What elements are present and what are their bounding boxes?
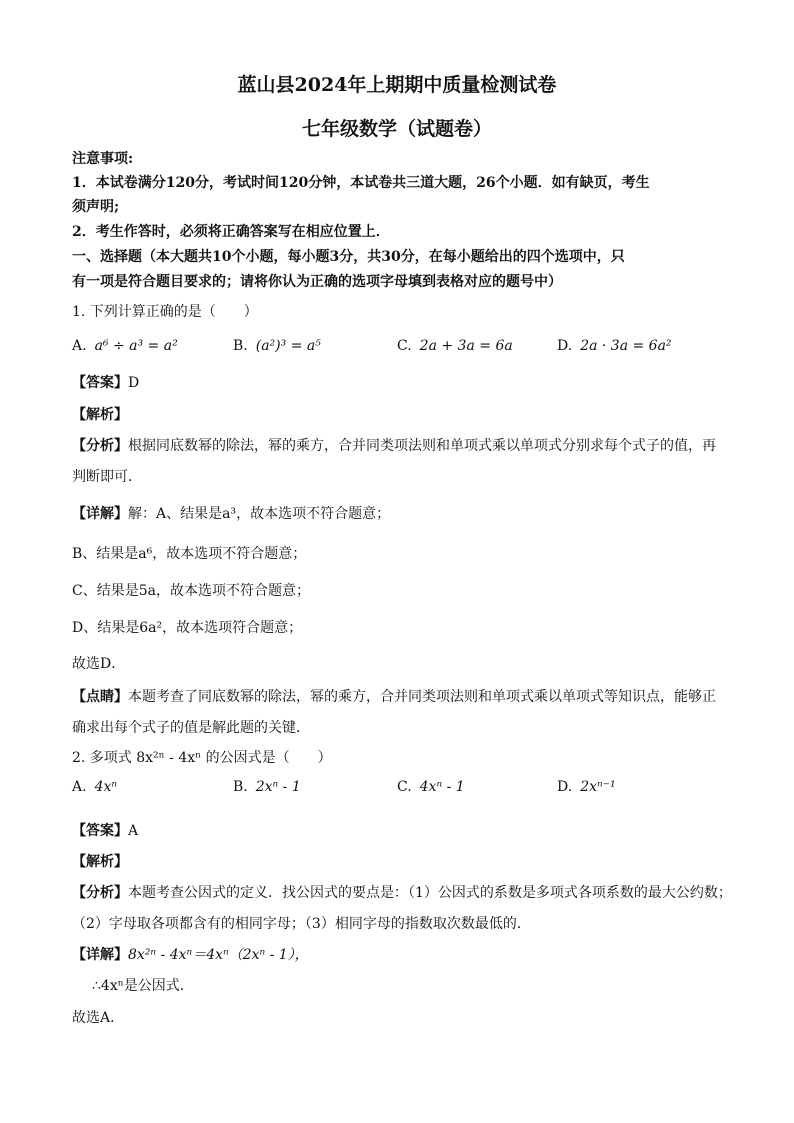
q1-option-d-label: D. (557, 338, 573, 354)
q2-option-c-label: C. (397, 779, 412, 795)
q1-answer-tag: 【答案】 (72, 375, 128, 391)
q1-detail-a (72, 503, 390, 523)
q1-dianjing (72, 686, 716, 706)
q2-option-c-expr: 4xⁿ - 1 (419, 779, 465, 795)
q1-dianjing-cont: 确求出每个式子的值是解此题的关键． (72, 720, 310, 736)
q1-option-b (233, 338, 321, 354)
q1-answer (72, 372, 139, 392)
q1-option-b-expr: (a²)³ = a⁵ (255, 338, 321, 354)
q2-option-d-label: D. (557, 779, 573, 795)
q1-fenxi-text: 根据同底数幂的除法，幂的乘方，合并同类项法则和单项式乘以单项式分别求每个式子的值，再 (128, 438, 716, 454)
notice-item-2: 2．考生作答时，必须将正确答案写在相应位置上． (72, 224, 390, 240)
q1-dianjing-tag: 【点睛】 (72, 689, 128, 705)
q1-fenxi (72, 435, 716, 455)
q1-conclusion: 故选D． (72, 656, 126, 672)
page-title: 蓝山县2024年上期期中质量检测试卷 (237, 74, 557, 96)
q2-fenxi-tag: 【分析】 (72, 885, 128, 901)
q2-analysis-tag: 【解析】 (72, 854, 128, 870)
q2-option-a-label: A. (72, 779, 87, 795)
section-heading: 一、选择题（本大题共10个小题，每小题3分，共30分，在每小题给出的四个选项中，只 (72, 249, 625, 265)
q1-answer-value: D (128, 375, 140, 391)
q1-detail-c: C、结果是5a，故本选项不符合题意； (72, 583, 310, 599)
q1-fenxi-tag: 【分析】 (72, 438, 128, 454)
q1-dianjing-text: 本题考查了同底数幂的除法，幂的乘方，合并同类项法则和单项式乘以单项式等知识点，能够正 (128, 689, 716, 705)
q1-option-d-expr: 2a · 3a = 6a² (580, 338, 672, 354)
q1-fenxi-cont: 判断即可． (72, 469, 142, 485)
q1-analysis-tag: 【解析】 (72, 407, 128, 423)
q2-option-c (397, 779, 465, 795)
q2-answer-tag: 【答案】 (72, 823, 128, 839)
q2-detail (72, 944, 309, 964)
q1-option-d (557, 338, 672, 354)
notice-item-1-cont: 须声明; (72, 199, 120, 215)
q1-option-c-expr: 2a + 3a = 6a (419, 338, 513, 354)
q2-detail-text: 8x²ⁿ - 4xⁿ＝4xⁿ（2xⁿ - 1）， (128, 947, 309, 963)
q2-option-d (557, 779, 616, 795)
section-heading-cont: 有一项是符合题目要求的；请将你认为正确的选项字母填到表格对应的题号中） (72, 274, 562, 290)
q1-option-c-label: C. (397, 338, 412, 354)
q1-detail-d: D、结果是6a²，故本选项符合题意； (72, 620, 303, 636)
q2-answer (72, 820, 138, 840)
q1-detail-b: B、结果是a⁶，故本选项不符合题意； (72, 546, 307, 562)
q2-option-b-label: B. (233, 779, 248, 795)
q1-option-c (397, 338, 513, 354)
q2-fenxi-text: 本题考查公因式的定义．找公因式的要点是：（1）公因式的系数是多项式各项系数的最大公约数； (128, 885, 732, 901)
q2-option-b (233, 779, 301, 795)
q2-detail-cont: ∴4xⁿ是公因式． (92, 978, 194, 994)
q2-answer-value: A (128, 823, 139, 839)
page-subtitle: 七年级数学（试题卷） (301, 118, 492, 140)
q2-option-a-expr: 4xⁿ (94, 779, 118, 795)
q2-fenxi-cont: （2）字母取各项都含有的相同字母；（3）相同字母的指数取次数最低的． (72, 916, 531, 932)
q1-option-b-label: B. (233, 338, 248, 354)
q1-option-a (72, 338, 178, 354)
q1-detail-a-text: 解：A、结果是a³，故本选项不符合题意； (128, 506, 391, 522)
q1-detail-tag: 【详解】 (72, 506, 128, 522)
q2-stem: 2. 多项式 8x²ⁿ - 4xⁿ 的公因式是（ ） (72, 750, 332, 766)
q1-stem: 1. 下列计算正确的是（ ） (72, 304, 258, 320)
q2-detail-tag: 【详解】 (72, 947, 128, 963)
q2-conclusion: 故选A． (72, 1010, 125, 1026)
q2-option-a (72, 779, 117, 795)
q2-option-b-expr: 2xⁿ - 1 (255, 779, 301, 795)
q1-option-a-label: A. (72, 338, 87, 354)
notice-item-1: 1．本试卷满分120分，考试时间120分钟，本试卷共三道大题，26个小题．如有缺页，考生 (72, 175, 650, 191)
q2-option-d-expr: 2xⁿ⁻¹ (580, 779, 616, 795)
q2-fenxi (72, 882, 732, 902)
notice-heading: 注意事项: (72, 151, 134, 167)
q1-option-a-expr: a⁶ ÷ a³ = a² (94, 338, 178, 354)
